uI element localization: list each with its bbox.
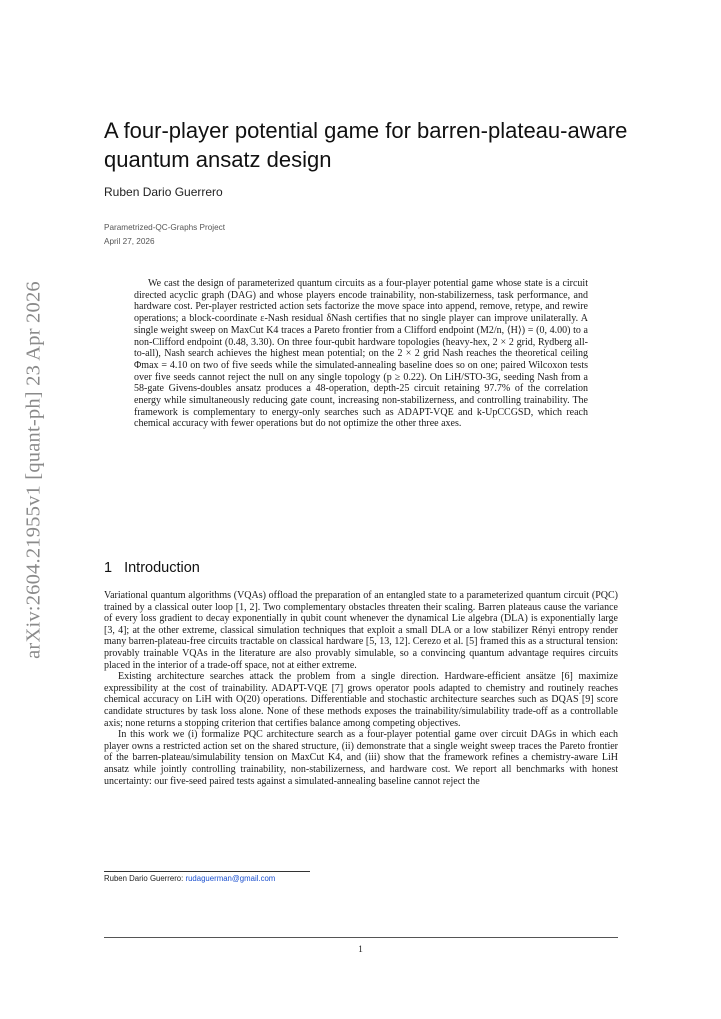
author-name: Ruben Dario Guerrero [104,185,223,199]
section-number: 1 [104,560,113,576]
footnote-divider [104,871,310,872]
abstract: We cast the design of parameterized quantum circuits as a four-player potential game whose state is a circuit directed acyclic graph (DAG) and whose players encode trainability, non-stabilizerness, task performance, and hardware cost. Per-player restricted action sets factorize the move space into append, remove, retype, and rewire operations; a block-coordinate ε-Nash residual δNash certifies that no single player can improve unilaterally. A single weight sweep on MaxCut K4 traces a Pareto frontier from a Clifford endpoint (M2/n, ⟨H⟩) = (0, 4.00) to a non-Clifford endpoint (0.48, 3.30). On three four-qubit hardware topologies (heavy-hex, 2 × 2 grid, Rydberg all-to-all), Nash search achieves the highest mean potential; on the 2 × 2 grid Nash reaches the theoretical ceiling Φmax = 4.10 on two of five seeds while the simulated-annealing baseline does so on one; paired Wilcoxon tests over five seeds cannot reject the null on any single topology (p ≥ 0.22). On LiH/STO-3G, seeding Nash from a 58-gate Givens-doubles ansatz produces a 48-operation, depth-25 circuit retaining 97.7% of the correlation energy while simultaneously reducing gate count, increasing non-stabilizerness, and controlling trainability. The framework is complementary to energy-only searches such as ADAPT-VQE and k-UpCCGSD, which reach chemical accuracy with fewer operations but do not optimize the other three axes. [134,278,588,430]
footnote [104,874,275,883]
email-link[interactable]: rudaguerman@gmail.com [185,874,276,883]
section-title: Introduction [124,560,200,576]
page-number: 1 [358,945,363,955]
project-name: Parametrized-QC-Graphs Project [104,223,226,232]
footnote-author: Ruben Dario Guerrero: [104,874,184,883]
publication-date: April 27, 2026 [104,237,155,246]
section-heading [104,560,200,576]
body-text [104,590,618,787]
paragraph: In this work we (i) formalize PQC architecture search as a four-player potential game over circuit DAGs in which each player owns a restricted action set on the shared structure, (ii) demonstrate that a single weight sweep traces the Pareto frontier of the barren-plateau/simulability tension on MaxCut K4, and (iii) show that the framework refines a chemistry-aware LiH ansatz while jointly controlling trainability, non-stabilizerness, and hardware cost. We report all benchmarks with honest uncertainty: our five-seed paired tests against a simulated-annealing baseline cannot reject the [104,729,618,787]
footer-divider [104,937,618,938]
paper-title: A four-player potential game for barren-plateau-aware quantum ansatz design [104,118,628,172]
paragraph: Existing architecture searches attack the problem from a single direction. Hardware-efficient ansätze [6] maximize expressibility at the cost of trainability. ADAPT-VQE [7] grows operator pools adapted to chemistry and routinely reaches chemical accuracy on LiH with O(20) operations. Differentiable and stochastic architecture searches such as DQAS [9] score candidate structures by task loss alone. None of these methods exposes the trainability/simulability trade-off as a controllable axis; none returns a stopping criterion that certifies balance among competing objectives. [104,671,618,729]
arxiv-id: arXiv:2604.21955v1 [quant-ph] 23 Apr 2026 [22,281,45,659]
arxiv-watermark [20,280,48,660]
paragraph: Variational quantum algorithms (VQAs) offload the preparation of an entangled state to a parameterized quantum circuit (PQC) trained by a classical outer loop [1, 2]. Two complementary obstacles threaten their scaling. Barren plateaus cause the variance of every loss gradient to decay exponentially in qubit count whenever the dynamical Lie algebra (DLA) is exponentially large [3, 4]; at the other extreme, classical simulation techniques that exploit a small DLA or a low stabilizer Rényi entropy render many barren-plateau-free circuits tractable on classical hardware [5, 13, 12]. Cerezo et al. [5] framed this as a structural tension: provably trainable VQAs in the literature are also provably simulable, so a convincing quantum advantage requires circuits placed in the interior of a trade-off space, not at either extreme. [104,590,618,671]
